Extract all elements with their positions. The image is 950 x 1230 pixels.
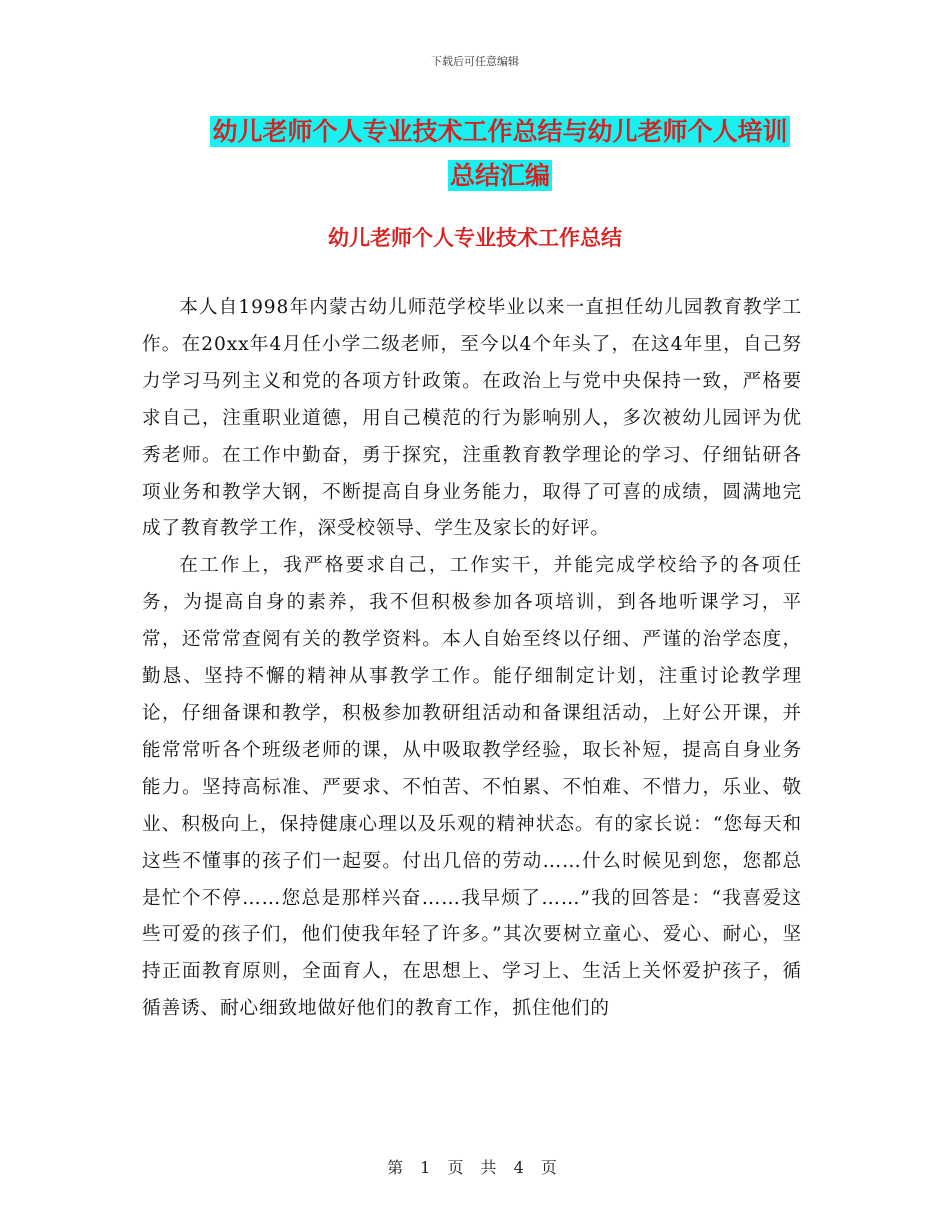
paragraph: 本人自1998年内蒙古幼儿师范学校毕业以来一直担任幼儿园教育教学工作。在20xx年4月任小学二级老师，至今以4个年头了，在这4年里，自己努力学习马列主义和党的各项方针政策。在政治上与党中央保持一致，严格要求自己，注重职业道德，用自己模范的行为影响别人，多次被幼儿园评为优秀老师。在工作中勤奋，勇于探究，注重教育教学理论的学习、仔细钻研各项业务和教学大钢，不断提高自身业务能力，取得了可喜的成绩，圆满地完成了教育教学工作，深受校领导、学生及家长的好评。 (142, 297, 802, 540)
document-body (142, 290, 802, 1028)
header-note: 下载后可任意编辑 (431, 55, 519, 68)
document-title (190, 110, 810, 198)
section-title: 幼儿老师个人专业技术工作总结 (328, 226, 622, 250)
document-title-line-1: 幼儿老师个人专业技术工作总结与幼儿老师个人培训 (212, 117, 788, 146)
document-title-line-2: 总结汇编 (449, 161, 550, 190)
page-number: 第 1 页 共 4 页 (387, 1158, 563, 1177)
paragraph: 在工作上，我严格要求自己，工作实干，并能完成学校给予的各项任务，为提高自身的素养，我不但积极参加各项培训，到各地听课学习，平常，还常常查阅有关的教学资料。本人自始至终以仔细、严谨的治学态度，勤恳、坚持不懈的精神从事教学工作。能仔细制定计划，注重讨论教学理论，仔细备课和教学，积极参加教研组活动和备课组活动，上好公开课，并能常常听各个班级老师的课，从中吸取教学经验，取长补短，提高自身业务能力。坚持高标准、严要求、不怕苦、不怕累、不怕难、不惜力，乐业、敬业、积极向上，保持健康心理以及乐观的精神状态。有的家长说：“您每天和这些不懂事的孩子们一起耍。付出几倍的劳动……什么时候见到您，您都总是忙个不停……您总是那样兴奋……我早烦了……”我的回答是：“我喜爱这些可爱的孩子们，他们使我年轻了许多。”其次要树立童心、爱心、耐心，坚持正面教育原则，全面育人，在思想上、学习上、生活上关怀爱护孩子，循循善诱、耐心细致地做好他们的教育工作，抓住他们的 (142, 555, 802, 1020)
